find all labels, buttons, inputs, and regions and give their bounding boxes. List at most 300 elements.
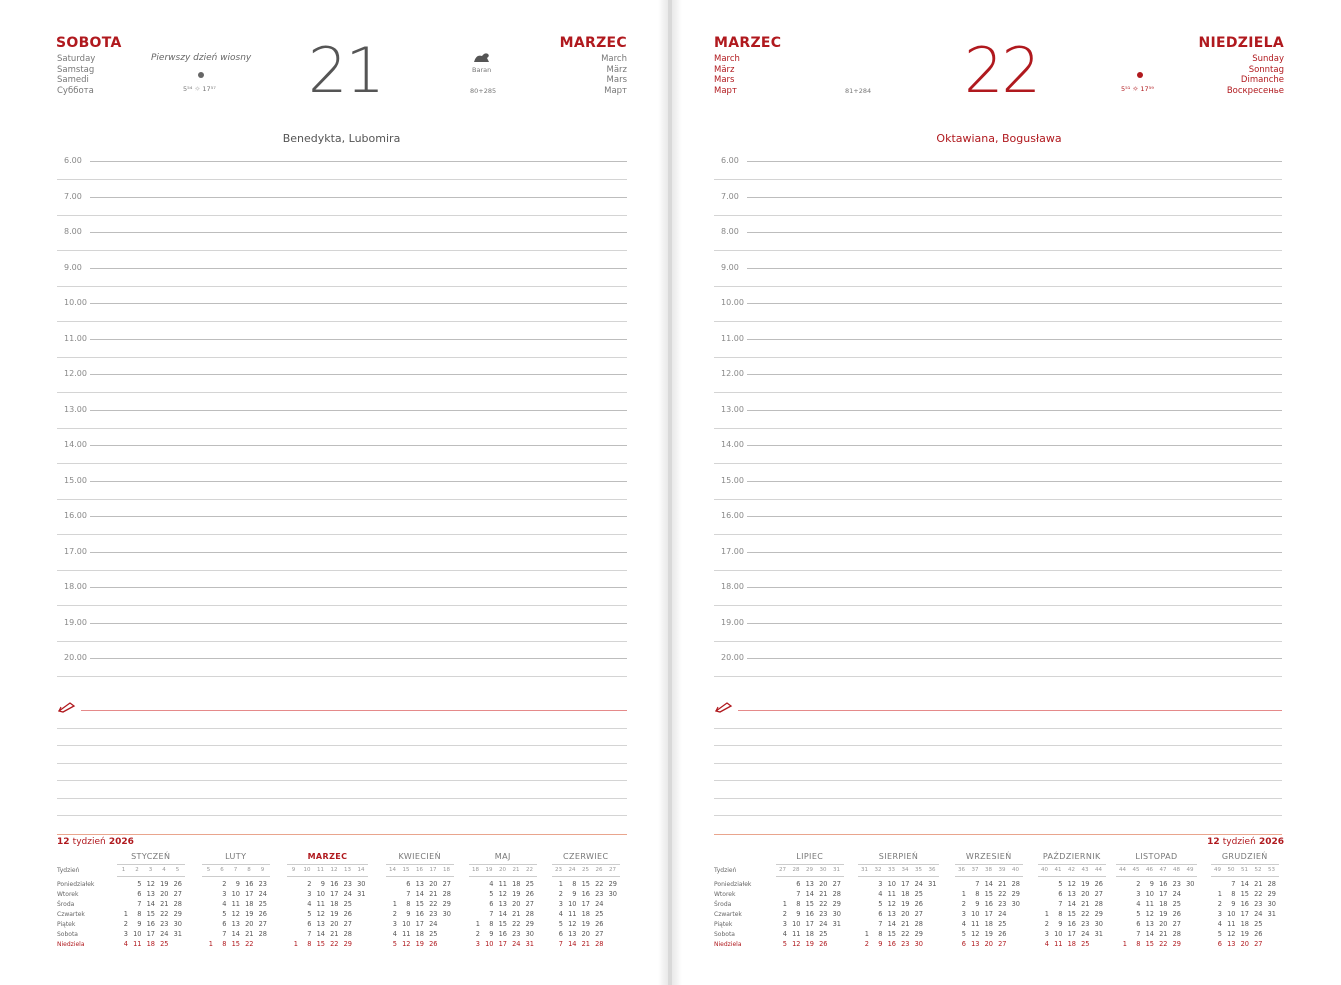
mini-day: 20 bbox=[901, 910, 910, 918]
mini-day: 11 bbox=[1054, 940, 1063, 948]
nameday: Oktawiana, Bogusława bbox=[936, 132, 1062, 145]
mini-month bbox=[202, 852, 270, 952]
mini-day: 1 bbox=[123, 910, 128, 918]
mini-day: 16 bbox=[415, 910, 424, 918]
mini-day: 11 bbox=[568, 910, 577, 918]
mini-day: 26 bbox=[525, 890, 534, 898]
mini-day: 14 bbox=[1067, 900, 1076, 908]
mini-day: 4 bbox=[878, 890, 883, 898]
mini-day: 29 bbox=[1267, 890, 1276, 898]
mini-day: 21 bbox=[429, 890, 438, 898]
mini-week-rule bbox=[1211, 876, 1279, 877]
mini-day: 23 bbox=[1254, 900, 1263, 908]
mini-day: 14 bbox=[1145, 930, 1154, 938]
mini-day: 8 bbox=[1058, 910, 1063, 918]
mini-day: 18 bbox=[581, 910, 590, 918]
mini-day: 3 bbox=[222, 890, 227, 898]
half-hour-line bbox=[714, 250, 1282, 251]
mini-day: 26 bbox=[343, 910, 352, 918]
mini-month bbox=[469, 852, 537, 952]
mini-day: 7 bbox=[796, 890, 801, 898]
half-hour-line bbox=[57, 250, 627, 251]
mini-day: 1 bbox=[392, 900, 397, 908]
mini-day: 12 bbox=[1145, 910, 1154, 918]
mini-week-number: 41 bbox=[1054, 867, 1062, 873]
mini-day: 24 bbox=[343, 890, 352, 898]
mini-day: 25 bbox=[429, 930, 438, 938]
mini-day: 21 bbox=[160, 900, 169, 908]
mini-day: 15 bbox=[887, 930, 896, 938]
mini-week-rule bbox=[469, 876, 537, 877]
mini-week-number: 50 bbox=[1227, 867, 1235, 873]
day-translation: Samstag bbox=[57, 64, 95, 75]
mini-day: 17 bbox=[901, 880, 910, 888]
mini-day: 15 bbox=[498, 920, 507, 928]
mini-day: 11 bbox=[402, 930, 411, 938]
mini-week-number: 16 bbox=[416, 867, 423, 873]
mini-week-rule bbox=[287, 876, 368, 877]
mini-day: 12 bbox=[498, 890, 507, 898]
mini-day: 23 bbox=[429, 910, 438, 918]
mini-day: 8 bbox=[796, 900, 801, 908]
mini-day: 3 bbox=[1044, 930, 1049, 938]
mini-week-number: 21 bbox=[512, 867, 520, 873]
hour-label: 14.00 bbox=[64, 440, 87, 449]
mini-day: 28 bbox=[525, 910, 534, 918]
mini-day: 29 bbox=[1172, 940, 1181, 948]
mini-day: 8 bbox=[572, 880, 577, 888]
mini-day: 28 bbox=[1094, 900, 1103, 908]
mini-day: 29 bbox=[608, 880, 617, 888]
mini-week-number: 5 bbox=[175, 867, 180, 873]
mini-day: 22 bbox=[1254, 890, 1263, 898]
mini-day: 10 bbox=[231, 890, 240, 898]
mini-day: 20 bbox=[245, 920, 254, 928]
mini-week-rule bbox=[117, 876, 185, 877]
mini-day: 27 bbox=[442, 880, 451, 888]
hour-label: 15.00 bbox=[64, 475, 87, 485]
half-hour-line bbox=[57, 641, 627, 642]
mini-day: 14 bbox=[415, 890, 424, 898]
mini-day: 27 bbox=[343, 920, 352, 928]
hour-line bbox=[90, 268, 627, 269]
mini-day: 15 bbox=[316, 940, 325, 948]
mini-day: 27 bbox=[258, 920, 267, 928]
mini-week-number: 52 bbox=[1254, 867, 1262, 873]
mini-day: 9 bbox=[1149, 880, 1154, 888]
mini-day: 1 bbox=[782, 900, 787, 908]
mini-day: 20 bbox=[512, 900, 521, 908]
notes-line bbox=[57, 763, 627, 764]
mini-day: 6 bbox=[489, 900, 494, 908]
half-hour-line bbox=[714, 641, 1282, 642]
mini-day: 22 bbox=[998, 890, 1007, 898]
mini-day: 19 bbox=[245, 910, 254, 918]
mini-day: 20 bbox=[429, 880, 438, 888]
mini-day: 25 bbox=[343, 900, 352, 908]
mini-day: 27 bbox=[1094, 890, 1103, 898]
mini-day: 9 bbox=[1231, 900, 1236, 908]
mini-day: 1 bbox=[1044, 910, 1049, 918]
mini-day: 24 bbox=[1172, 890, 1181, 898]
mini-day: 2 bbox=[123, 920, 128, 928]
mini-day: 29 bbox=[914, 930, 923, 938]
mini-day: 9 bbox=[796, 910, 801, 918]
half-hour-line bbox=[714, 357, 1282, 358]
half-hour-line bbox=[57, 392, 627, 393]
mini-week-rule bbox=[955, 876, 1023, 877]
hour-label: 19.00 bbox=[721, 617, 744, 627]
pen-icon bbox=[715, 698, 733, 717]
mini-day: 21 bbox=[581, 940, 590, 948]
mini-day: 27 bbox=[914, 910, 923, 918]
notes-line bbox=[738, 710, 1282, 711]
mini-month-rule bbox=[552, 864, 620, 865]
hour-label: 6.00 bbox=[721, 156, 739, 165]
half-hour-line bbox=[714, 215, 1282, 216]
mini-day: 12 bbox=[887, 900, 896, 908]
mini-week-number: 25 bbox=[582, 867, 589, 873]
mini-month-name: KWIECIEŃ bbox=[398, 852, 441, 861]
mini-day: 26 bbox=[258, 910, 267, 918]
mini-day: 24 bbox=[998, 910, 1007, 918]
mini-day: 18 bbox=[805, 930, 814, 938]
mini-day: 9 bbox=[1058, 920, 1063, 928]
mini-day: 9 bbox=[878, 940, 883, 948]
hour-line bbox=[90, 481, 627, 482]
mini-day: 15 bbox=[984, 890, 993, 898]
mini-day: 23 bbox=[343, 880, 352, 888]
mini-week-number: 15 bbox=[402, 867, 410, 873]
mini-day: 9 bbox=[235, 880, 240, 888]
mini-week-rule bbox=[1116, 876, 1197, 877]
half-hour-line bbox=[714, 428, 1282, 429]
month-translation: March bbox=[601, 54, 627, 64]
hour-label: 7.00 bbox=[721, 191, 739, 201]
mini-day: 10 bbox=[568, 900, 577, 908]
mini-day: 5 bbox=[961, 930, 966, 938]
mini-month bbox=[386, 852, 454, 952]
mini-day: 11 bbox=[1145, 900, 1154, 908]
mini-day: 23 bbox=[258, 880, 267, 888]
mini-day: 8 bbox=[1136, 940, 1141, 948]
mini-month-name: MARZEC bbox=[307, 852, 348, 861]
mini-day: 1 bbox=[293, 940, 298, 948]
mini-day: 31 bbox=[357, 890, 366, 898]
mini-week-number: 44 bbox=[1119, 867, 1126, 873]
hour-label: 20.00 bbox=[721, 653, 744, 662]
mini-day: 6 bbox=[307, 920, 312, 928]
mini-week-number: 7 bbox=[233, 867, 238, 873]
hour-label: 11.00 bbox=[721, 333, 744, 343]
mini-day: 18 bbox=[1159, 900, 1168, 908]
mini-day: 17 bbox=[330, 890, 339, 898]
day-translation: Sonntag bbox=[1248, 64, 1284, 75]
mini-day: 10 bbox=[792, 920, 801, 928]
hour-line bbox=[747, 445, 1282, 446]
mini-day: 7 bbox=[878, 920, 883, 928]
mini-day: 11 bbox=[498, 880, 507, 888]
hour-label: 18.00 bbox=[721, 582, 744, 591]
mini-day: 19 bbox=[330, 910, 339, 918]
hour-line bbox=[90, 161, 627, 162]
mini-day: 28 bbox=[1267, 880, 1276, 888]
mini-day: 23 bbox=[901, 940, 910, 948]
mini-day: 10 bbox=[485, 940, 494, 948]
day-translations bbox=[1227, 54, 1284, 96]
mini-day: 27 bbox=[595, 930, 604, 938]
mini-day: 29 bbox=[173, 910, 182, 918]
mini-day: 5 bbox=[878, 900, 883, 908]
mini-week-number: 6 bbox=[220, 867, 224, 873]
mini-day: 5 bbox=[558, 920, 563, 928]
mini-day: 12 bbox=[1067, 880, 1076, 888]
notes-line bbox=[714, 745, 1282, 746]
half-hour-line bbox=[57, 215, 627, 216]
mini-day: 3 bbox=[123, 930, 128, 938]
mini-day: 28 bbox=[832, 890, 841, 898]
mini-day: 7 bbox=[558, 940, 563, 948]
mini-day: 2 bbox=[1136, 880, 1141, 888]
mini-day: 31 bbox=[928, 880, 937, 888]
mini-week-number: 32 bbox=[874, 867, 882, 873]
notes-line bbox=[714, 763, 1282, 764]
mini-day: 28 bbox=[343, 930, 352, 938]
mini-day: 14 bbox=[231, 930, 240, 938]
hour-label: 18.00 bbox=[64, 582, 87, 591]
mini-day: 18 bbox=[984, 920, 993, 928]
mini-day: 1 bbox=[208, 940, 213, 948]
hour-label: 12.00 bbox=[64, 369, 87, 378]
mini-day: 7 bbox=[406, 890, 411, 898]
mini-day: 2 bbox=[782, 910, 787, 918]
mini-day: 27 bbox=[525, 900, 534, 908]
notes-line bbox=[57, 728, 627, 729]
day-translations bbox=[57, 54, 95, 96]
moon-phase-icon bbox=[198, 72, 204, 78]
mini-day: 19 bbox=[160, 880, 169, 888]
notes-line bbox=[714, 728, 1282, 729]
month-name: MARZEC bbox=[559, 35, 627, 51]
mini-month bbox=[1116, 852, 1197, 952]
hour-line bbox=[747, 374, 1282, 375]
mini-day: 21 bbox=[819, 890, 828, 898]
mini-week-number: 29 bbox=[806, 867, 813, 873]
mini-day: 4 bbox=[558, 910, 563, 918]
mini-day: 1 bbox=[1217, 890, 1222, 898]
mini-day: 23 bbox=[819, 910, 828, 918]
mini-day: 4 bbox=[1217, 920, 1222, 928]
mini-day: 13 bbox=[1227, 940, 1236, 948]
mini-week-number: 37 bbox=[971, 867, 979, 873]
mini-day: 16 bbox=[805, 910, 814, 918]
week-header bbox=[57, 837, 134, 847]
mini-day: 1 bbox=[558, 880, 563, 888]
mini-day: 18 bbox=[1240, 920, 1249, 928]
mini-day: 16 bbox=[581, 890, 590, 898]
mini-week-rule bbox=[776, 876, 844, 877]
mini-day: 21 bbox=[1254, 880, 1263, 888]
day-name: NIEDZIELA bbox=[1198, 35, 1284, 51]
mini-day: 13 bbox=[231, 920, 240, 928]
month-translation: März bbox=[606, 64, 627, 75]
mini-day: 2 bbox=[222, 880, 227, 888]
mini-day: 31 bbox=[173, 930, 182, 938]
hour-line bbox=[90, 552, 627, 553]
mini-day: 30 bbox=[1011, 900, 1020, 908]
month-translation: Март bbox=[714, 85, 737, 96]
sunset-time: 17⁵⁷ bbox=[202, 85, 216, 93]
mini-day: 23 bbox=[998, 900, 1007, 908]
mini-day: 7 bbox=[975, 880, 980, 888]
mini-week-number: 10 bbox=[303, 867, 311, 873]
half-hour-line bbox=[57, 605, 627, 606]
mini-day: 29 bbox=[442, 900, 451, 908]
mini-day: 8 bbox=[878, 930, 883, 938]
day-of-year: 80+285 bbox=[470, 87, 497, 95]
mini-day: 22 bbox=[330, 940, 339, 948]
mini-day: 13 bbox=[498, 900, 507, 908]
week-number: 12 bbox=[1207, 837, 1220, 847]
week-year: 2026 bbox=[1258, 837, 1284, 847]
mini-day: 11 bbox=[1227, 920, 1236, 928]
mini-day: 8 bbox=[222, 940, 227, 948]
mini-day: 5 bbox=[1136, 910, 1141, 918]
half-hour-line bbox=[714, 534, 1282, 535]
mini-day: 7 bbox=[137, 900, 142, 908]
mini-day: 17 bbox=[984, 910, 993, 918]
mini-month-rule bbox=[858, 864, 939, 865]
mini-day: 4 bbox=[222, 900, 227, 908]
mini-day: 10 bbox=[402, 920, 411, 928]
sun-icon: ☼ bbox=[194, 85, 201, 93]
mini-day: 25 bbox=[160, 940, 169, 948]
hour-line bbox=[747, 197, 1282, 198]
mini-day: 4 bbox=[123, 940, 128, 948]
mini-day: 19 bbox=[901, 900, 910, 908]
mini-day: 20 bbox=[819, 880, 828, 888]
mini-month-name: PAŹDZIERNIK bbox=[1042, 852, 1101, 861]
hour-label: 10.00 bbox=[721, 298, 744, 307]
hour-label: 11.00 bbox=[64, 333, 87, 343]
mini-day: 3 bbox=[1136, 890, 1141, 898]
hour-line bbox=[90, 339, 627, 340]
mini-day: 21 bbox=[245, 930, 254, 938]
month-translations bbox=[601, 54, 627, 96]
mini-day: 15 bbox=[415, 900, 424, 908]
mini-day: 21 bbox=[901, 920, 910, 928]
notes-line bbox=[714, 780, 1282, 781]
mini-week-number: 31 bbox=[833, 867, 840, 873]
mini-day: 25 bbox=[1081, 940, 1090, 948]
mini-month-rule bbox=[1211, 864, 1279, 865]
mini-day: 13 bbox=[146, 890, 155, 898]
mini-week-number: 33 bbox=[888, 867, 895, 873]
mini-month-name: WRZESIEŃ bbox=[965, 852, 1012, 861]
hour-label: 7.00 bbox=[64, 191, 82, 201]
mini-week-number: 18 bbox=[472, 867, 479, 873]
mini-day: 9 bbox=[975, 900, 980, 908]
mini-day: 25 bbox=[914, 890, 923, 898]
mini-day: 25 bbox=[525, 880, 534, 888]
month-translation: März bbox=[714, 64, 735, 75]
mini-day: 4 bbox=[782, 930, 787, 938]
mini-month-name: STYCZEŃ bbox=[131, 852, 171, 861]
mini-day: 22 bbox=[819, 900, 828, 908]
hour-label: 17.00 bbox=[64, 546, 87, 556]
mini-day: 24 bbox=[1081, 930, 1090, 938]
mini-day: 24 bbox=[1254, 910, 1263, 918]
mini-day: 13 bbox=[1145, 920, 1154, 928]
month-translation: Mars bbox=[606, 75, 627, 86]
mini-month-rule bbox=[117, 864, 185, 865]
mini-week-number: 35 bbox=[915, 867, 922, 873]
mini-day: 27 bbox=[173, 890, 182, 898]
hour-label: 20.00 bbox=[64, 653, 87, 662]
mini-week-number: 1 bbox=[121, 867, 126, 873]
sun-times bbox=[1121, 85, 1154, 93]
mini-week-number: 48 bbox=[1173, 867, 1180, 873]
mini-day: 8 bbox=[406, 900, 411, 908]
hour-label: 15.00 bbox=[721, 475, 744, 485]
mini-day: 13 bbox=[415, 880, 424, 888]
mini-day: 7 bbox=[1136, 930, 1141, 938]
week-column-label: Tydzień bbox=[57, 867, 80, 874]
half-hour-line bbox=[57, 428, 627, 429]
hour-line bbox=[747, 623, 1282, 624]
mini-day: 14 bbox=[146, 900, 155, 908]
mini-week-number: 42 bbox=[1068, 867, 1075, 873]
mini-week-number: 5 bbox=[206, 867, 211, 873]
weekday-label: Wtorek bbox=[57, 891, 79, 898]
mini-day: 13 bbox=[316, 920, 325, 928]
mini-day: 29 bbox=[1094, 910, 1103, 918]
sunrise-time: 5⁵¹ bbox=[1121, 85, 1131, 93]
holiday-label: Pierwszy dzień wiosny bbox=[151, 53, 252, 63]
mini-day: 26 bbox=[429, 940, 438, 948]
mini-day: 12 bbox=[792, 940, 801, 948]
mini-day: 20 bbox=[1081, 890, 1090, 898]
mini-day: 24 bbox=[914, 880, 923, 888]
mini-day: 15 bbox=[1145, 940, 1154, 948]
mini-day: 23 bbox=[1081, 920, 1090, 928]
half-hour-line bbox=[57, 357, 627, 358]
mini-month bbox=[1038, 852, 1106, 952]
mini-day: 29 bbox=[832, 900, 841, 908]
mini-day: 30 bbox=[1186, 880, 1195, 888]
half-hour-line bbox=[714, 570, 1282, 571]
mini-day: 3 bbox=[558, 900, 563, 908]
mini-month-rule bbox=[202, 864, 270, 865]
mini-day: 3 bbox=[1217, 910, 1222, 918]
mini-week-number: 28 bbox=[792, 867, 800, 873]
mini-month-name: MAJ bbox=[494, 852, 511, 861]
mini-day: 4 bbox=[489, 880, 494, 888]
mini-day: 26 bbox=[1172, 910, 1181, 918]
mini-day: 30 bbox=[442, 910, 451, 918]
mini-day: 18 bbox=[415, 930, 424, 938]
mini-day: 14 bbox=[568, 940, 577, 948]
day-translation: Saturday bbox=[57, 54, 96, 64]
day-translation: Воскресенье bbox=[1226, 85, 1284, 96]
mini-day: 20 bbox=[330, 920, 339, 928]
mini-day: 25 bbox=[819, 930, 828, 938]
mini-day: 5 bbox=[392, 940, 397, 948]
mini-week-number: 40 bbox=[1012, 867, 1019, 873]
mini-day: 25 bbox=[998, 920, 1007, 928]
mini-day: 1 bbox=[1122, 940, 1127, 948]
hour-line bbox=[747, 658, 1282, 659]
